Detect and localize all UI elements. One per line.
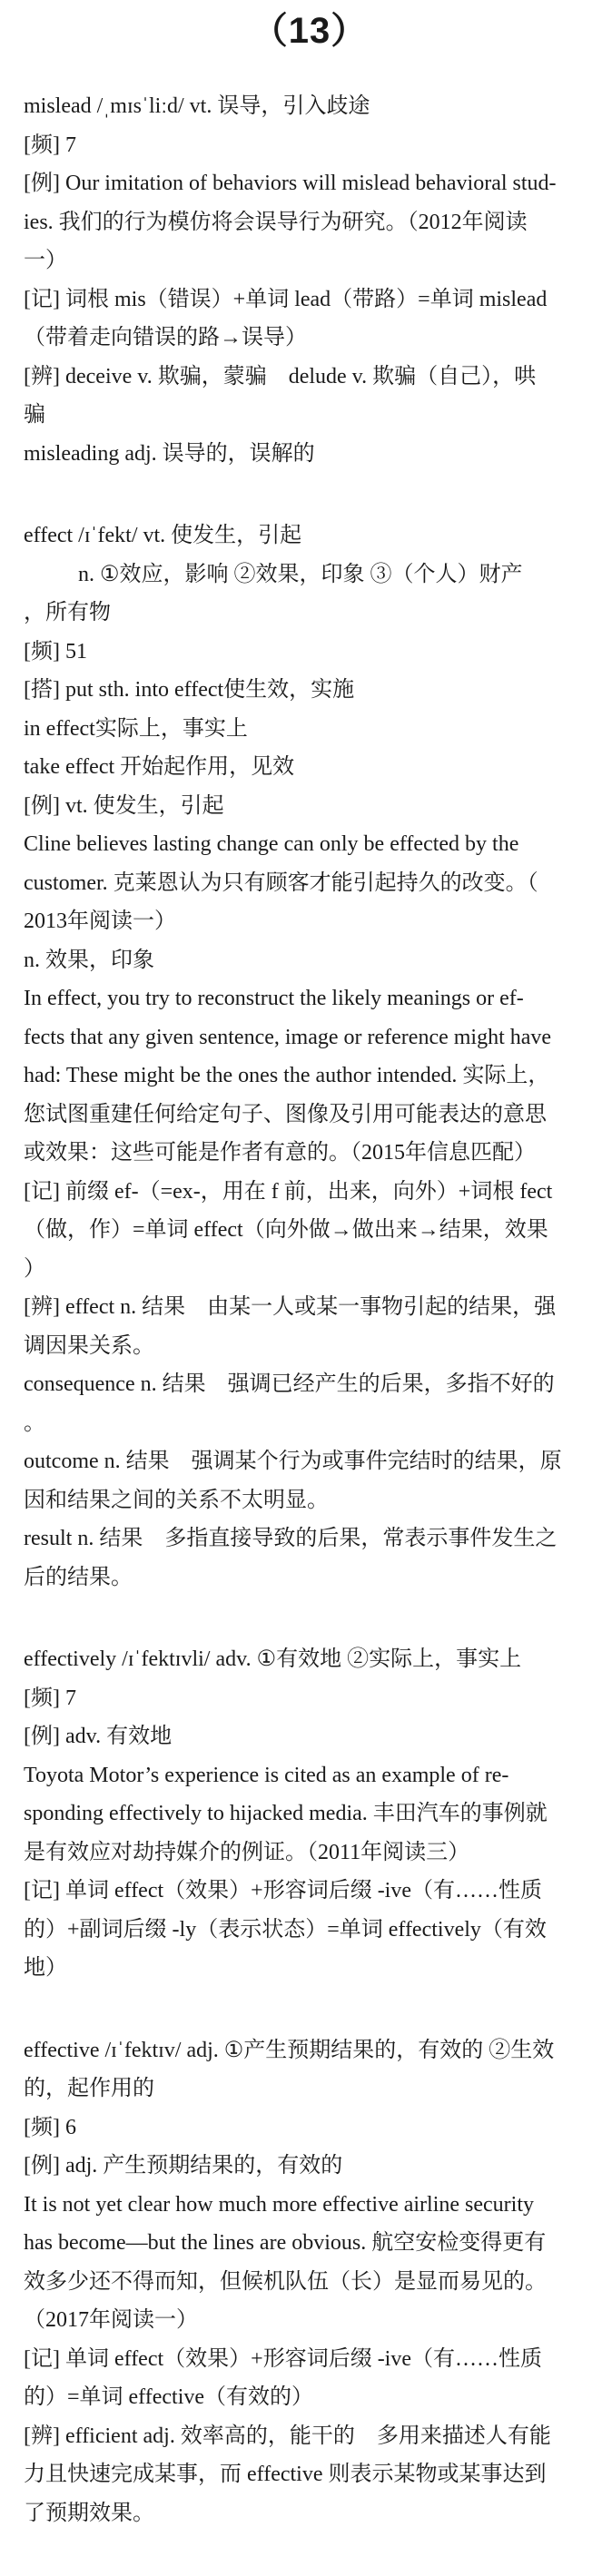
entry-effectively [24, 1640, 596, 1988]
example-line: [例] adv. 有效地 [24, 1725, 173, 1748]
distinction-line: consequence n. 结果 强调已经产生的后果，多指不好的 [24, 1372, 555, 1396]
entry-effect [24, 516, 596, 1597]
collocation-line: [搭] put sth. into effect使生效，实施 [24, 678, 355, 702]
headword-line: effect /ɪˈfekt/ vt. 使发生，引起 [24, 524, 302, 547]
collocation-line: take effect 开始起作用，见效 [24, 755, 295, 779]
mnemonic-line: [记] 前缀 ef-（=ex-，用在 f 前，出来，向外）+词根 fect [24, 1179, 553, 1204]
mnemonic-line: 的）=单词 effective（有效的） [24, 2385, 314, 2409]
example-line: Toyota Motor’s experience is cited as an example of re- [24, 1763, 509, 1787]
page-number: （13） [251, 11, 369, 51]
example-line: [例] vt. 使发生，引起 [24, 793, 224, 818]
frequency-line: [频] 7 [24, 133, 76, 157]
distinction-line: 。 [24, 1411, 45, 1435]
distinction-line: result n. 结果 多指直接导致的后果，常表示事件发生之 [24, 1527, 558, 1550]
example-line: customer. 克莱恩认为只有顾客才能引起持久的改变。（ [24, 870, 538, 895]
entry-effective [24, 2031, 596, 2533]
example-line: had: These might be the ones the author intended. 实际上， [24, 1064, 550, 1087]
mnemonic-line: [记] 单词 effect（效果）+形容词后缀 -ive（有……性质 [24, 2346, 543, 2371]
frequency-line: [频] 6 [24, 2115, 76, 2139]
example-source-line: 2013年阅读一） [24, 909, 176, 933]
distinction-line: 了预期效果。 [24, 2501, 154, 2525]
derivative-line: misleading adj. 误导的，误解的 [24, 441, 315, 466]
distinction-line: [辨] effect n. 结果 由某一人或某一事物引起的结果，强 [24, 1295, 557, 1319]
distinction-line: 因和结果之间的关系不太明显。 [24, 1488, 329, 1512]
distinction-line: [辨] deceive v. 欺骗，蒙骗 delude v. 欺骗（自己），哄 [24, 364, 537, 388]
frequency-line: [频] 7 [24, 1686, 76, 1710]
distinction-line: outcome n. 结果 强调某个行为或事件完结时的结果，原 [24, 1450, 562, 1473]
distinction-line: 骗 [24, 403, 45, 427]
distinction-line: [辨] efficient adj. 效率高的，能干的 多用来描述人有能 [24, 2424, 551, 2448]
example-line: 是有效应对劫持媒介的例证。（2011年阅读三） [24, 1840, 470, 1864]
example-line: [例] adj. 产生预期结果的，有效的 [24, 2154, 343, 2178]
mnemonic-line: 地） [24, 1956, 67, 1980]
example-line: It is not yet clear how much more effective airline security [24, 2192, 535, 2217]
entry-mislead [24, 87, 596, 473]
example-line: [例] Our imitation of behaviors will mislead behavioral stud- [24, 172, 557, 195]
example-line: fects that any given sentence, image or reference might have [24, 1025, 552, 1049]
example-line: 效多少还不得而知，但候机队伍（长）是显而易见的。 [24, 2269, 547, 2294]
distinction-line: 力且快速完成某事，而 effective 则表示某物或某事达到 [24, 2463, 547, 2486]
mnemonic-line: （做，作）=单词 effect（向外做→做出来→结果，效果 [24, 1218, 548, 1242]
example-source-line: 一） [24, 249, 67, 272]
example-line: Cline believes lasting change can only be effected by the [24, 832, 519, 856]
example-line: In effect, you try to reconstruct the likely meanings or ef- [24, 987, 524, 1010]
distinction-line: 后的结果。 [24, 1565, 133, 1589]
mnemonic-line: [记] 词根 mis（错误）+单词 lead（带路）=单词 mislead [24, 287, 548, 311]
headword-line: effective /ɪˈfektɪv/ adj. ①产生预期结果的，有效的 ②生效 [24, 2038, 555, 2062]
headword-line: effectively /ɪˈfektɪvli/ adv. ①有效地 ②实际上，事实上 [24, 1647, 522, 1671]
example-source-line: （2017年阅读一） [24, 2308, 198, 2332]
example-line: ies. 我们的行为模仿将会误导行为研究。（2012年阅读 [24, 210, 528, 234]
frequency-line: [频] 51 [24, 639, 87, 664]
example-line: 您试图重建任何给定句子、图像及引用可能表达的意思 [24, 1102, 547, 1126]
mnemonic-line: （带着走向错误的路→误导） [24, 326, 307, 349]
example-line: has become—but the lines are obvious. 航空安检变得更有 [24, 2231, 547, 2255]
mnemonic-line: [记] 单词 effect（效果）+形容词后缀 -ive（有……性质 [24, 1879, 543, 1903]
example-line: 或效果：这些可能是作者有意的。（2015年信息匹配） [24, 1141, 536, 1165]
mnemonic-line: 的）+副词后缀 -ly（表示状态）=单词 effectively（有效 [24, 1917, 547, 1942]
headword-line: mislead /ˌmɪsˈliːd/ vt. 误导，引入歧途 [24, 94, 370, 118]
definition-line: n. ①效应，影响 ②效果，印象 ③（个人）财产 [78, 562, 523, 586]
collocation-line: in effect实际上，事实上 [24, 716, 248, 741]
definition-line: 的，起作用的 [24, 2077, 154, 2100]
example-line: sponding effectively to hijacked media. 丰田汽车的事例就 [24, 1802, 548, 1825]
example-line: n. 效果，印象 [24, 948, 154, 972]
definition-line: ，所有物 [24, 601, 111, 624]
mnemonic-line: ） [24, 1256, 45, 1281]
distinction-line: 调因果关系。 [24, 1333, 154, 1358]
